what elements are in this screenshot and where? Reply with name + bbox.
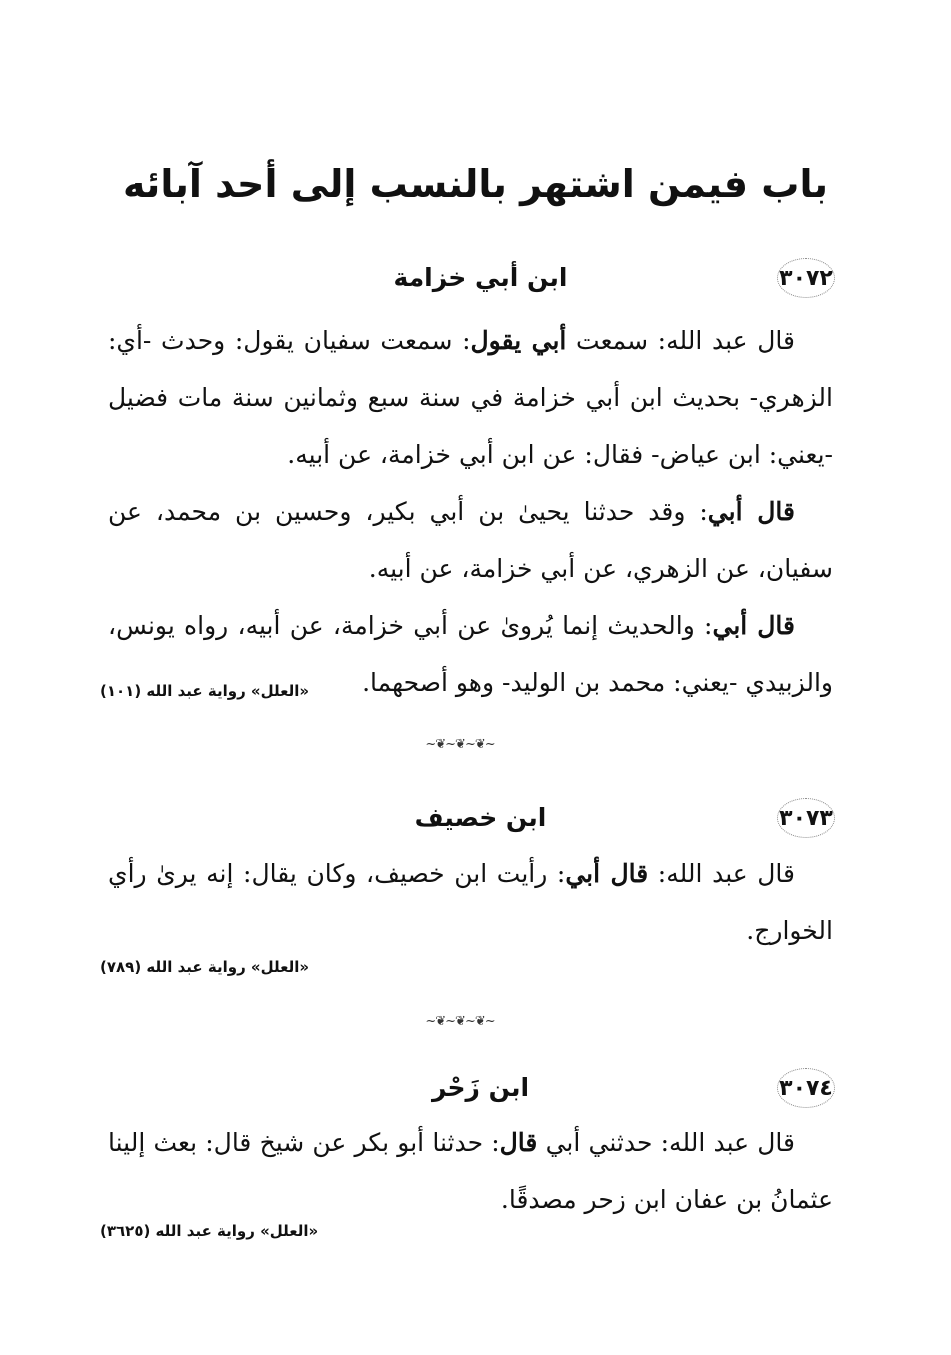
paragraph (108, 483, 833, 597)
entry-body (108, 312, 833, 711)
entry-body (108, 845, 833, 959)
bold-phrase: قال أبي (712, 611, 795, 640)
entry-header (120, 796, 841, 846)
entry-header (120, 1066, 841, 1116)
bold-phrase: أبي يقول (470, 326, 567, 355)
paragraph-text: قال عبد الله: سمعت (566, 326, 795, 355)
paragraph-text: : والحديث إنما يُروىٰ عن أبي خزامة، عن أبيه، رواه يونس، والزبيدي -يعني: محمد بن الوليد- وهو أصحهما. (108, 611, 833, 697)
paragraph (108, 1114, 833, 1228)
entry-number-badge: ٣٠٧٤ (771, 1066, 841, 1110)
bold-phrase: قال (499, 1128, 538, 1157)
ornamental-divider: ~❦~❦~❦~ (425, 1014, 495, 1029)
entry-header (120, 256, 841, 306)
paragraph (108, 312, 833, 483)
source-citation: «العلل» رواية عبد الله (١٠١) (100, 682, 310, 700)
entry-number-badge: ٣٠٧٣ (771, 796, 841, 840)
source-citation: «العلل» رواية عبد الله (٣٦٢٥) (100, 1222, 319, 1240)
entry-number-badge: ٣٠٧٢ (771, 256, 841, 300)
paragraph (108, 845, 833, 959)
source-citation: «العلل» رواية عبد الله (٧٨٩) (100, 958, 310, 976)
paragraph-text: : رأيت ابن خصيف، وكان يقال: إنه يرىٰ رأي الخوارج. (108, 859, 833, 945)
bold-phrase: قال أبي (707, 497, 795, 526)
paragraph-text: قال عبد الله: (648, 859, 795, 888)
entry-title: ابن خصيف (414, 803, 547, 832)
paragraph-text: : حدثنا أبو بكر عن شيخ قال: بعث إلينا عثمانُ بن عفان ابن زحر مصدقًا. (108, 1128, 833, 1214)
chapter-title: باب فيمن اشتهر بالنسب إلى أحد آبائه (123, 162, 828, 206)
paragraph-text: قال عبد الله: حدثني أبي (537, 1128, 795, 1157)
ornamental-divider: ~❦~❦~❦~ (425, 737, 495, 752)
paragraph-text: : وقد حدثنا يحيىٰ بن أبي بكير، وحسين بن محمد، عن سفيان، عن الزهري، عن أبي خزامة، عن أبيه. (108, 497, 833, 583)
entry-body (108, 1114, 833, 1228)
entry-title: ابن أبي خزامة (393, 263, 568, 292)
bold-phrase: قال أبي (565, 859, 649, 888)
entry-title: ابن زَحْر (431, 1073, 530, 1102)
paragraph-text: : سمعت سفيان يقول: وحدث -أي: الزهري- بحديث ابن أبي خزامة في سنة سبع وثمانين سنة مات فضيل -يعني: ابن عياض- فقال: عن ابن أبي خزامة، عن أبيه. (108, 326, 833, 469)
